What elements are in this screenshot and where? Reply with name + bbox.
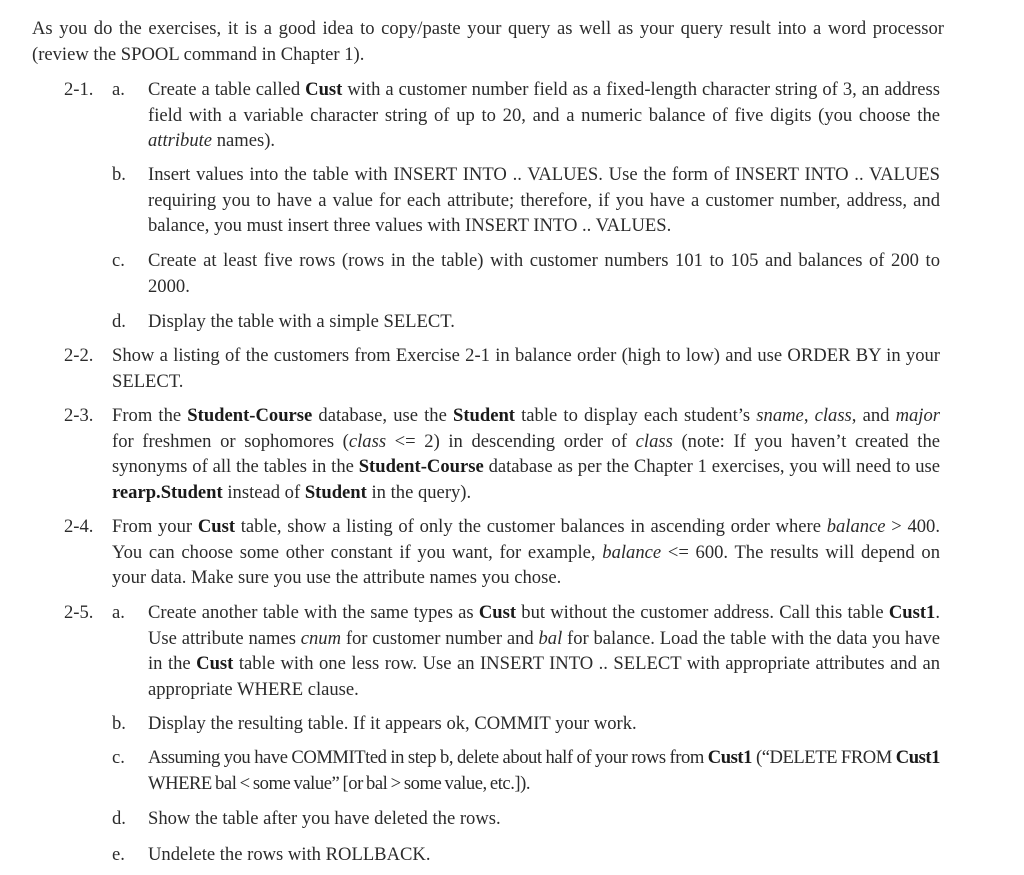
exercise-part [112, 248, 940, 299]
exercise-part [112, 711, 940, 737]
exercise-part [112, 162, 940, 239]
part-letter: a. [112, 79, 125, 100]
text-run: Create another table with the same types as [148, 602, 479, 623]
bold-term: Cust1 [888, 602, 936, 623]
italic-term: bal [538, 627, 563, 649]
text-run: From the [112, 405, 188, 426]
part-letter: c. [112, 747, 125, 768]
part-text [148, 600, 940, 702]
bold-term: Cust [478, 602, 517, 623]
text-run: , and [851, 405, 896, 426]
text-run: (“DELETE FROM [752, 747, 896, 768]
part-text [148, 162, 940, 239]
part-letter: b. [112, 713, 126, 734]
exercise-2-5 [64, 600, 940, 702]
bold-term: Cust [196, 653, 234, 674]
text-run: for balance. Load the table with the data you have in the [148, 627, 941, 674]
exercise-text [112, 343, 940, 394]
text-run: table with one less row. Use an INSERT INTO .. SELECT with appropriate attributes and an appropriate WHERE clause. [148, 653, 940, 700]
part-text [148, 77, 940, 154]
exercise-number: 2-1. [64, 79, 94, 100]
exercise-text [112, 514, 940, 591]
text-run: for freshmen or sophomores ( [112, 430, 349, 452]
text-run: , [803, 405, 815, 426]
bold-term: Student-Course [187, 405, 313, 426]
part-letter: d. [112, 311, 126, 332]
text-run: table to display each student’s [515, 405, 757, 426]
part-letter: d. [112, 808, 126, 829]
exercise-2-3 [64, 403, 940, 505]
text-run: . Use attribute names [148, 602, 941, 649]
text-run: From your [112, 516, 198, 537]
exercise-2-2 [64, 343, 940, 394]
text-run: Insert values into the table with INSERT INTO .. VALUES. Use the form of INSERT INTO .. VALUES requiring you to have a value for each attribute; therefore, if you have a customer number, address, and balance, you must insert three values with INSERT INTO .. VALUES. [148, 164, 940, 236]
part-letter: a. [112, 602, 125, 623]
bold-term: Cust1 [895, 747, 940, 768]
italic-term: class [814, 405, 852, 426]
text-run: <= 2) in descending order of [386, 430, 636, 452]
exercise-number: 2-3. [64, 405, 94, 426]
bold-term: Student-Course [358, 456, 484, 477]
text-run: Assuming you have COMMITted in step b, delete about half of your rows from [148, 747, 708, 768]
text-run: Show the table after you have deleted the rows. [148, 808, 501, 829]
part-letter: b. [112, 164, 126, 185]
part-text [148, 745, 940, 796]
part-letter: c. [112, 250, 125, 271]
bold-term: Student [304, 481, 367, 503]
part-text [148, 806, 940, 832]
exercise-number: 2-2. [64, 345, 94, 366]
bold-term: Cust [305, 79, 343, 100]
text-run: names). [212, 130, 276, 151]
exercise-2-1 [64, 77, 940, 154]
italic-term: cnum [300, 627, 342, 649]
part-text [148, 711, 940, 737]
text-run: database, use the [312, 405, 453, 426]
text-run: for customer number and [341, 627, 539, 649]
exercise-part [112, 842, 940, 868]
text-run: instead of [222, 481, 305, 503]
text-run: database as per the Chapter 1 exercises, you will need to use [483, 456, 940, 477]
bold-term: Cust [197, 516, 236, 537]
part-text [148, 842, 940, 868]
text-run: > 400. You can choose some other constant if you want, for example, [112, 516, 940, 563]
italic-term: sname [756, 405, 804, 426]
exercise-part [112, 745, 940, 796]
exercise-number: 2-5. [64, 602, 94, 623]
italic-term: balance [826, 516, 886, 537]
text-run: in the query). [366, 481, 472, 503]
exercise-number: 2-4. [64, 516, 94, 537]
text-run: Create a table called [148, 79, 306, 100]
text-run: with a customer number field as a fixed-length character string of 3, an address field with a variable character string of up to 20, and a numeric balance of five digits (you choose the [148, 79, 940, 126]
exercise-part [112, 806, 940, 832]
intro-paragraph: As you do the exercises, it is a good idea to copy/paste your query as well as your query result into a word processor (review the SPOOL command in Chapter 1). [32, 18, 944, 65]
italic-term: class [348, 430, 387, 452]
part-letter: e. [112, 844, 125, 865]
bold-term: Student [452, 405, 515, 426]
italic-term: major [895, 405, 940, 426]
text-run: Display the table with a simple SELECT. [148, 311, 455, 332]
part-text [148, 309, 940, 335]
exercise-part [112, 77, 940, 154]
exercise-2-4 [64, 514, 940, 591]
text-run: Display the resulting table. If it appears ok, COMMIT your work. [148, 713, 637, 734]
text-run: WHERE bal < some value” [or bal > some value, etc.]). [148, 772, 531, 794]
text-run: (note: If you haven’t created the synonyms of all the tables in the [112, 430, 940, 477]
text-run: Create at least five rows (rows in the table) with customer numbers 101 to 105 and balances of 200 to 2000. [148, 250, 940, 297]
bold-term: rearp.Student [112, 481, 223, 503]
exercise-part [112, 600, 940, 702]
part-text [148, 248, 940, 299]
text-run: but without the customer address. Call this table [516, 602, 889, 623]
italic-term: attribute [148, 130, 213, 151]
bold-term: Cust1 [707, 747, 753, 768]
text-run: table, show a listing of only the customer balances in ascending order where [235, 516, 827, 537]
exercise-part [112, 309, 940, 335]
text-run: Undelete the rows with ROLLBACK. [148, 844, 431, 865]
italic-term: class [635, 430, 673, 452]
exercise-text [112, 403, 940, 505]
text-run: <= 600. The results will depend on your data. Make sure you use the attribute names you chose. [112, 541, 940, 588]
italic-term: balance [602, 541, 662, 563]
text-run: Show a listing of the customers from Exercise 2-1 in balance order (high to low) and use ORDER BY in your SELECT. [112, 345, 940, 392]
